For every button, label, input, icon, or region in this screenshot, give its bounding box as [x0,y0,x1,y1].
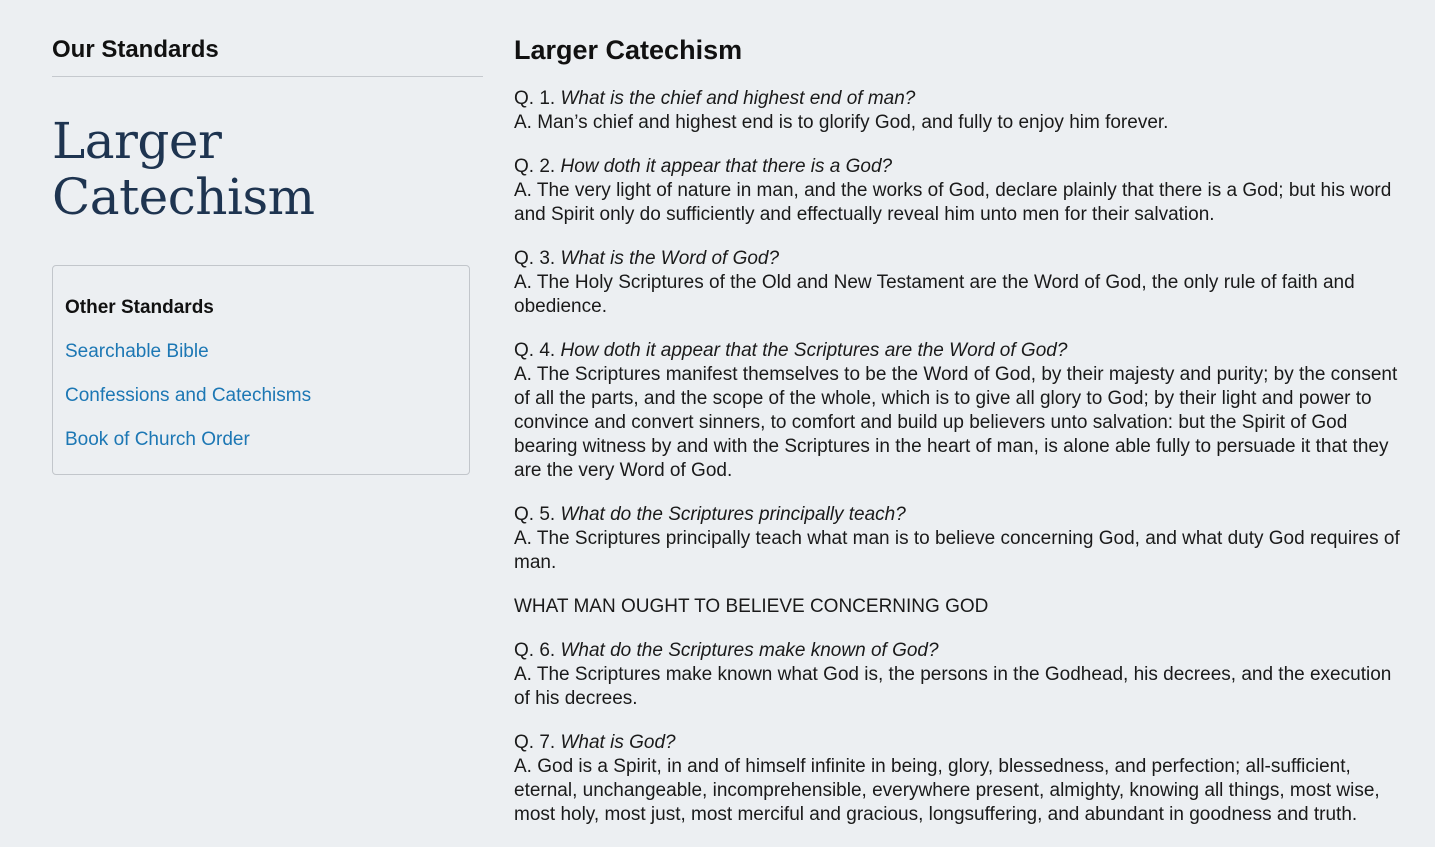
question-text: What do the Scriptures principally teach? [560,504,906,525]
qa-item-7 [514,731,1404,827]
question-number: Q. 5. [514,504,556,525]
section-heading: WHAT MAN OUGHT TO BELIEVE CONCERNING GOD [514,596,989,617]
link-confessions-and-catechisms[interactable]: Confessions and Catechisms [65,385,312,406]
qa-item-6 [514,639,1404,711]
answer: A. The very light of nature in man, and the works of God, declare plainly that there is a God; but his word and Spirit only do sufficiently and effectually reveal him unto men for their salvation. [514,180,1392,225]
question-number: Q. 4. [514,340,556,361]
answer: A. The Scriptures principally teach what man is to believe concerning God, and what duty God requires of man. [514,528,1400,573]
qa-item-1 [514,87,1404,135]
other-standards-heading: Other Standards [65,297,214,318]
question-text: How doth it appear that the Scriptures are the Word of God? [560,340,1068,361]
link-searchable-bible[interactable]: Searchable Bible [65,341,209,362]
main-content [514,34,1404,847]
other-standards-box [52,265,470,475]
question [514,155,1404,179]
section-label: Our Standards [52,36,483,77]
answer: A. The Scriptures manifest themselves to be the Word of God, by their majesty and purity; by the consent of all the parts, and the scope of the whole, which is to give all glory to God; by their light and power to convince and convert sinners, to comfort and build up believers unto salvation: but the Spirit of God bearing witness by and with the Scriptures in the heart of man, is alone able fully to persuade it that they are the very Word of God. [514,364,1398,481]
link-book-of-church-order[interactable]: Book of Church Order [65,429,250,450]
question-text: What is God? [560,732,676,753]
question [514,731,1404,755]
main-title: Larger Catechism [514,35,743,65]
question-number: Q. 2. [514,156,556,177]
question-number: Q. 1. [514,88,556,109]
question-number: Q. 7. [514,732,556,753]
answer: A. God is a Spirit, in and of himself infinite in being, glory, blessedness, and perfection; all-sufficient, eternal, unchangeable, incomprehensible, everywhere present, almighty, knowing all things, most wise, most holy, most just, most merciful and gracious, longsuffering, and abundant in goodness and truth. [514,756,1380,825]
answer: A. The Holy Scriptures of the Old and New Testament are the Word of God, the only rule of faith and obedience. [514,272,1355,317]
qa-item-3 [514,247,1404,319]
question [514,247,1404,271]
question [514,639,1404,663]
qa-item-2 [514,155,1404,227]
answer: A. Man’s chief and highest end is to glorify God, and fully to enjoy him forever. [514,112,1169,133]
qa-item-4 [514,339,1404,483]
question [514,503,1404,527]
sidebar [52,36,483,475]
page-title: Larger Catechism [52,112,315,226]
question-text: What is the Word of God? [560,248,780,269]
question [514,87,1404,111]
question-number: Q. 6. [514,640,556,661]
question-text: How doth it appear that there is a God? [560,156,893,177]
question [514,339,1404,363]
question-text: What do the Scriptures make known of God? [560,640,939,661]
answer: A. The Scriptures make known what God is, the persons in the Godhead, his decrees, and the execution of his decrees. [514,664,1392,709]
question-text: What is the chief and highest end of man? [560,88,916,109]
question-number: Q. 3. [514,248,556,269]
qa-item-5 [514,503,1404,575]
